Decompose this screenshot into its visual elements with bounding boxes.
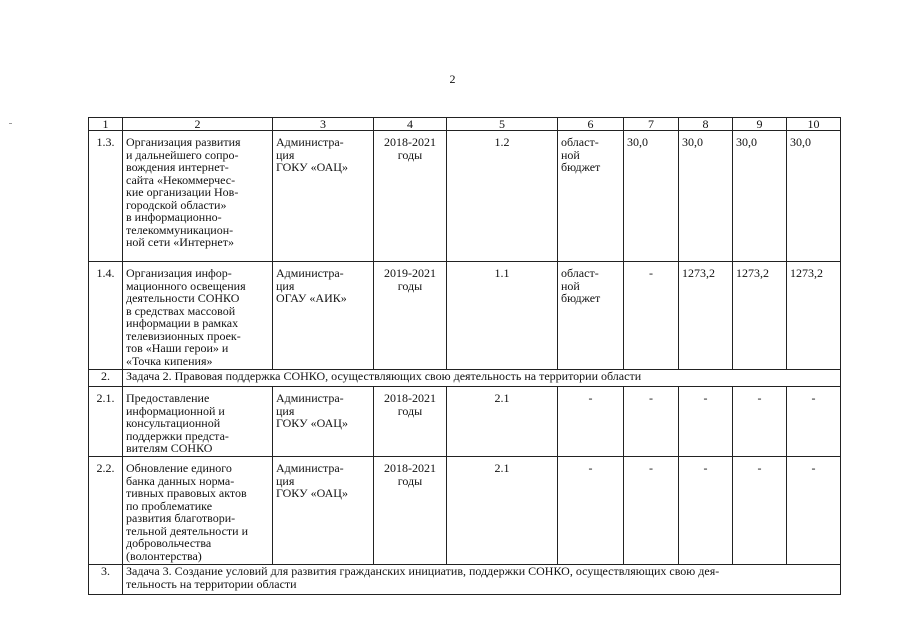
task-title: Задача 2. Правовая поддержка СОНКО, осуществляющих свою деятельность на территории области xyxy=(123,370,841,387)
table-row xyxy=(89,457,841,565)
activity-name: Организация развития и дальнейшего сопро- вождения интернет- сайта «Некоммерчес- кие организации Нов- городской области» в информационно- телекоммуникацион- ной сети «Интернет» xyxy=(123,131,273,262)
activity-name: Обновление единого банка данных норма- тивных правовых актов по проблематике развития благотвори- тельной деятельности и добровольчества (волонтерства) xyxy=(123,457,273,565)
column-number: 10 xyxy=(787,118,841,131)
funding-source: - xyxy=(558,387,624,457)
funding-2019: 30,0 xyxy=(679,131,733,262)
executor: Администра- ция ОГАУ «АИК» xyxy=(273,262,374,370)
task-row xyxy=(89,565,841,595)
column-number: 3 xyxy=(273,118,374,131)
task-row xyxy=(89,370,841,387)
column-number: 9 xyxy=(733,118,787,131)
period: 2018-2021 годы xyxy=(374,457,447,565)
task-title: Задача 3. Создание условий для развития гражданских инициатив, поддержки СОНКО, осуществляющих свою дея- тельность на территории области xyxy=(123,565,841,595)
column-number: 4 xyxy=(374,118,447,131)
funding-2020: - xyxy=(733,387,787,457)
activity-name: Предоставление информационной и консультационной поддержки предста- вителям СОНКО xyxy=(123,387,273,457)
row-number: 2.2. xyxy=(89,457,123,565)
funding-2018: - xyxy=(624,387,679,457)
period: 2018-2021 годы xyxy=(374,387,447,457)
funding-2021: - xyxy=(787,387,841,457)
task-number: 3. xyxy=(89,565,123,595)
page-number: 2 xyxy=(449,72,456,86)
column-number: 5 xyxy=(447,118,558,131)
margin-mark xyxy=(9,123,12,124)
task-number: 2. xyxy=(89,370,123,387)
column-number: 2 xyxy=(123,118,273,131)
funding-2021: 30,0 xyxy=(787,131,841,262)
funding-2019: - xyxy=(679,387,733,457)
column-number: 6 xyxy=(558,118,624,131)
funding-2020: - xyxy=(733,457,787,565)
funding-2018: - xyxy=(624,262,679,370)
activity-name: Организация инфор- мационного освещения деятельности СОНКО в средствах массовой информации в рамках телевизионных проек- тов «Наши герои» и «Точка кипения» xyxy=(123,262,273,370)
funding-2019: 1273,2 xyxy=(679,262,733,370)
column-number: 8 xyxy=(679,118,733,131)
target-indicator: 2.1 xyxy=(447,457,558,565)
row-number: 1.3. xyxy=(89,131,123,262)
table-row xyxy=(89,262,841,370)
executor: Администра- ция ГОКУ «ОАЦ» xyxy=(273,387,374,457)
target-indicator: 1.1 xyxy=(447,262,558,370)
funding-2021: 1273,2 xyxy=(787,262,841,370)
target-indicator: 1.2 xyxy=(447,131,558,262)
funding-source: област- ной бюджет xyxy=(558,131,624,262)
column-number-row xyxy=(89,118,841,131)
funding-source: област- ной бюджет xyxy=(558,262,624,370)
funding-2020: 30,0 xyxy=(733,131,787,262)
column-number: 1 xyxy=(89,118,123,131)
row-number: 1.4. xyxy=(89,262,123,370)
funding-2019: - xyxy=(679,457,733,565)
funding-source: - xyxy=(558,457,624,565)
column-number: 7 xyxy=(624,118,679,131)
funding-2020: 1273,2 xyxy=(733,262,787,370)
executor: Администра- ция ГОКУ «ОАЦ» xyxy=(273,131,374,262)
row-number: 2.1. xyxy=(89,387,123,457)
table-row xyxy=(89,131,841,262)
funding-2021: - xyxy=(787,457,841,565)
funding-2018: 30,0 xyxy=(624,131,679,262)
target-indicator: 2.1 xyxy=(447,387,558,457)
period: 2018-2021 годы xyxy=(374,131,447,262)
period: 2019-2021 годы xyxy=(374,262,447,370)
executor: Администра- ция ГОКУ «ОАЦ» xyxy=(273,457,374,565)
table-row xyxy=(89,387,841,457)
program-activities-table xyxy=(88,117,841,595)
funding-2018: - xyxy=(624,457,679,565)
